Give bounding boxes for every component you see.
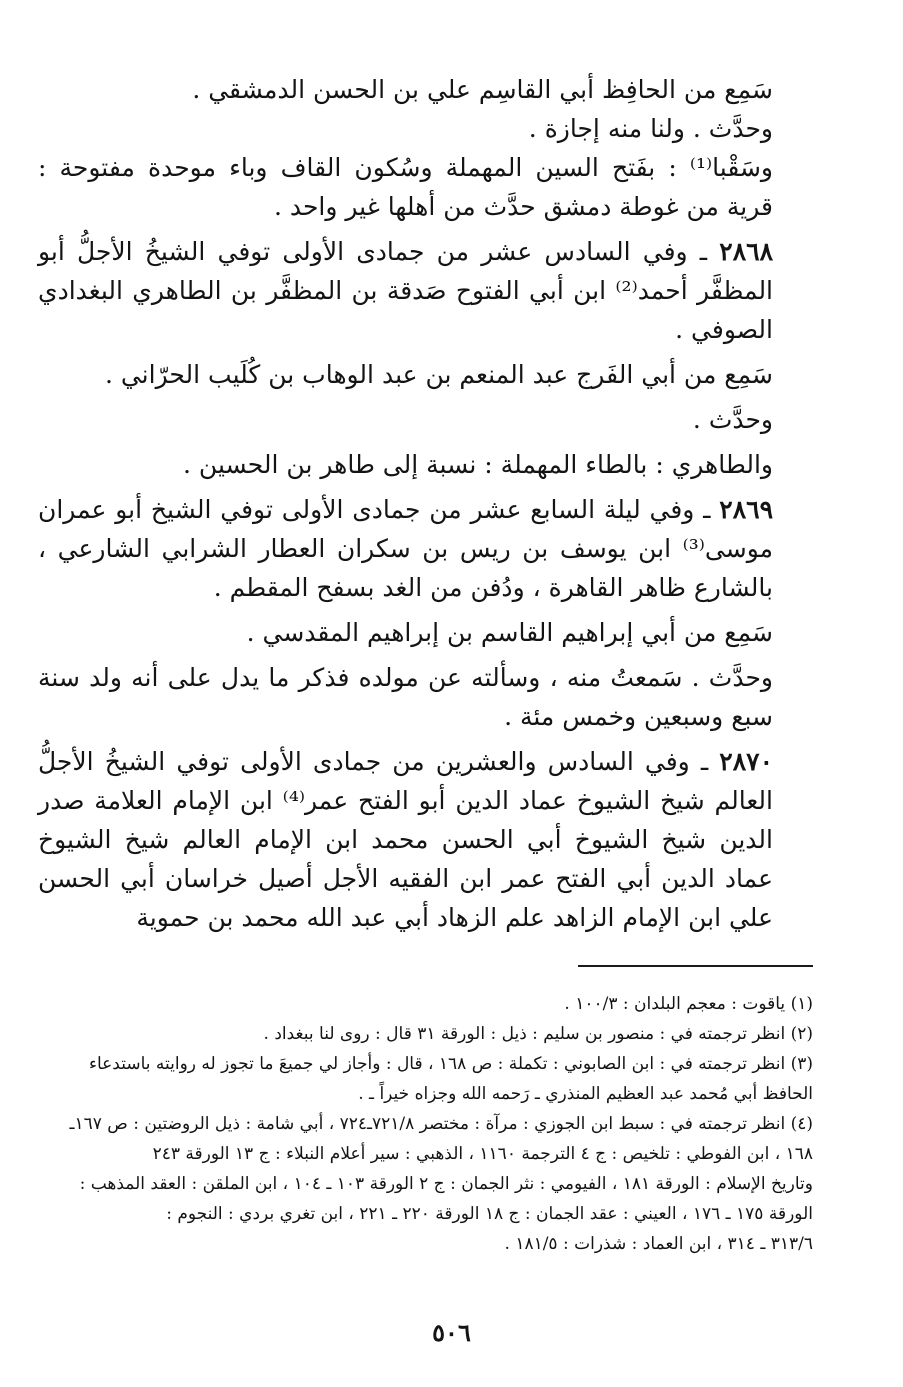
footnote-4: (٤) انظر ترجمته في : سبط ابن الجوزي : مرآة : مختصر ٧٢١/٨ـ٧٢٤ ، أبي شامة : ذيل الروضتين : ص ١٦٧ـ <box>69 1114 813 1134</box>
footnote-1: (١) ياقوت : معجم البلدان : ١٠٠/٣ . <box>564 994 813 1014</box>
footnotes <box>38 989 813 1259</box>
entry-2868 <box>38 232 813 349</box>
main-text <box>38 70 813 937</box>
entry-text: ـ وفي السادس عشر من جمادى الأولى توفي الشيخُ الأجلُّ أبو المظفَّر أحمد⁽²⁾ ابن أبي الفتوح صَدقة بن المظفَّر بن الطاهري البغدادي الصوفي . <box>38 237 774 344</box>
entry-text: ـ وفي السادس والعشرين من جمادى الأولى توفي الشيخُ الأجلُّ العالم شيخ الشيوخ عماد الدين أبو الفتح عمر⁽⁴⁾ ابن الإمام العلامة صدر الدين شيخ الشيوخ أبي الحسن محمد ابن الإمام العالم شيخ الشيوخ عماد الدين أبي الفتح عمر ابن الفقيه الأجل أصيل خراسان أبي الحسن علي ابن الإمام الزاهد علم الزهاد أبي عبد الله محمد بن حموية <box>38 747 773 932</box>
entry-number: ٢٨٧٠ <box>719 747 773 776</box>
paragraph: وحدَّث . <box>692 405 773 434</box>
paragraph: والطاهري : بالطاء المهملة : نسبة إلى طاهر بن الحسين . <box>183 450 773 479</box>
footnote-divider <box>578 965 813 967</box>
page-number: ٥٠٦ <box>432 1318 471 1347</box>
entry-number: ٢٨٦٩ <box>719 495 773 524</box>
footnote-2: (٢) انظر ترجمته في : منصور بن سليم : ذيل : الورقة ٣١ قال : روى لنا ببغداد . <box>263 1024 813 1044</box>
footnote-4-continued: وتاريخ الإسلام : الورقة ١٨١ ، الفيومي : نثر الجمان : ج ٢ الورقة ١٠٣ ـ ١٠٤ ، ابن الملقن : العقد المذهب : <box>79 1174 813 1194</box>
entry-number: ٢٨٦٨ <box>719 237 773 266</box>
footnote-3: (٣) انظر ترجمته في : ابن الصابوني : تكملة : ص ١٦٨ ، قال : وأجاز لي جميعَ ما تجوز له روايته باستدعاء <box>88 1054 813 1074</box>
paragraph: وسَقْبا⁽¹⁾ : بفَتح السين المهملة وسُكون القاف وباء موحدة مفتوحة : قرية من غوطة دمشق حدَّث من أهلها غير واحد . <box>38 153 773 221</box>
paragraph: وحدَّث . ولنا منه إجازة . <box>528 114 773 143</box>
entry-2870 <box>38 742 813 937</box>
footnote-4-continued: الورقة ١٧٥ ـ ١٧٦ ، العيني : عقد الجمان : ج ١٨ الورقة ٢٢٠ ـ ٢٢١ ، ابن تغري بردي : النجوم : <box>166 1204 813 1224</box>
footnote-4-continued: ١٦٨ ، ابن الفوطي : تلخيص : ج ٤ الترجمة ١١٦٠ ، الذهبي : سير أعلام النبلاء : ج ١٣ الورقة ٢٤٣ <box>152 1144 813 1164</box>
paragraph: سَمِع من الحافِظ أبي القاسِم علي بن الحسن الدمشقي . <box>192 75 773 104</box>
footnote-4-continued: ٣١٣/٦ ـ ٣١٤ ، ابن العماد : شذرات : ١٨١/٥ . <box>504 1234 813 1254</box>
entry-2869 <box>38 490 813 607</box>
paragraph: سَمِع من أبي إبراهيم القاسم بن إبراهيم المقدسي . <box>246 618 773 647</box>
paragraph: وحدَّث . سَمعتُ منه ، وسألته عن مولده فذكر ما يدل على أنه ولد سنة سبع وسبعين وخمس مئة . <box>38 663 773 731</box>
paragraph: سَمِع من أبي الفَرج عبد المنعم بن عبد الوهاب بن كُلَيب الحرّاني . <box>104 360 773 389</box>
entry-text: ـ وفي ليلة السابع عشر من جمادى الأولى توفي الشيخ أبو عمران موسى⁽³⁾ ابن يوسف بن ريس بن سكران العطار الشرابي الشارعي ، بالشارع ظاهر القاهرة ، ودُفن من الغد بسفح المقطم . <box>38 495 773 602</box>
footnote-3-continued: الحافظ أبي مُحمد عبد العظيم المنذري ـ رَحمه الله وجزاه خيراً ـ . <box>358 1084 813 1104</box>
